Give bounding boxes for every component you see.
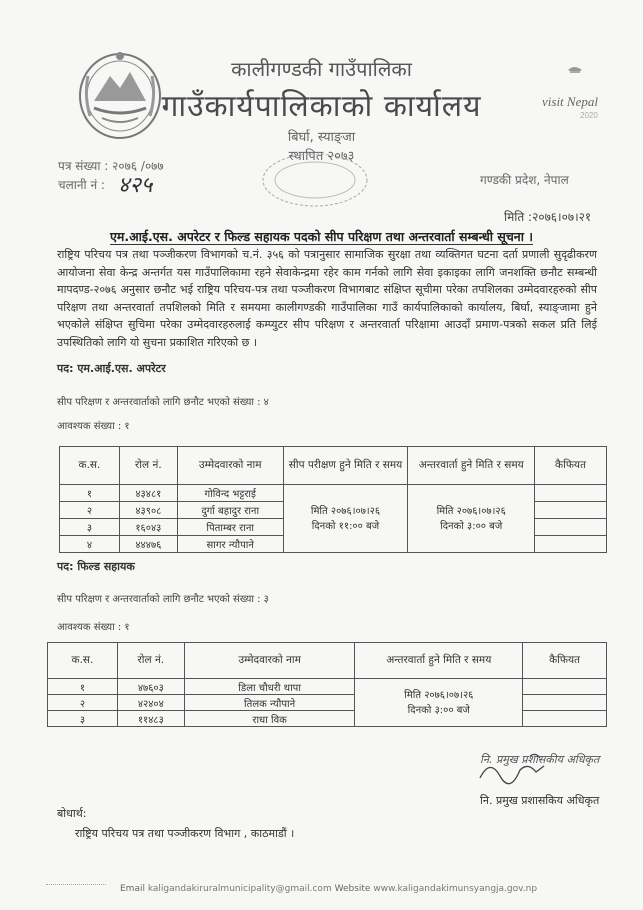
table-row [48,711,607,727]
header-name: उम्मेदवारको नाम [177,447,283,485]
interview-cell [355,679,523,727]
header-interview: अन्तरवार्ता हुने मिति र समय [408,447,535,485]
notice-body: राष्ट्रिय परिचय पत्र तथा पञ्जीकरण विभागको च.नं. ३५६ को पत्रानुसार सामाजिक सुरक्षा तथा व्यक्तिगत घटना दर्ता प्रणाली सुदृढीकरण आयोजना सेवा केन्द्र अन्तर्गत यस गाउँपालिकामा रहने सेवाकेन्द्रमा रहेर काम गर्नको लागि सेवा इकाइका लागि जनशक्ति छनौट सम्बन्धी मापदण्ड-२०७६ अनुसार छनौट भई राष्ट्रिय परिचय-पत्र तथा पञ्जीकरण विभागबाट संक्षिप्त सूचीमा परेका तपशिलका उम्मेदवारहरुको सीप परिक्षण तथा अन्तरवार्ता तपशिलको मिति र समयमा कालीगण्डकी गाउँपालिका गाउँ कार्यपालिकाको कार्यालय, बिर्घा, स्याङ्जामा हुने भएकोले संक्षिप्त सुचिमा परेका उम्मेदवारहरुलाई कम्प्युटर सीप परिक्षण र अन्तरवार्ता परिक्षामा आउदाँ प्रमाण-पत्रको सकल प्रति लिई उपस्थितिको लागि यो सुचना प्रकाशित गरिएको छ । [57,248,597,349]
interview-date: मिति २०७६।०७।२६ [436,505,506,517]
candidate-table-mis [59,446,607,553]
post2-shortlisted: सीप परिक्षण र अन्तरवार्ताको लागि छनौट भएको संख्या : ३ [57,594,269,605]
header-skill-test: सीप परीक्षण हुने मिति र समय [283,447,408,485]
post2-title: पद: फिल्ड सहायक [57,560,135,573]
header-serial: क.स. [60,447,120,485]
established-year: स्थापित २०७३ [288,149,355,164]
roll-cell: ४३४८१ [119,485,177,502]
visit-nepal-year: 2020 [580,111,598,120]
post1-required: आवश्यक संख्या : १ [57,421,130,432]
province: गण्डकी प्रदेश, नेपाल [480,173,569,187]
post1-shortlisted: सीप परिक्षण र अन्तरवार्ताको लागि छनौट भएको संख्या : ४ [57,397,269,408]
header-name: उम्मेदवारको नाम [184,643,355,679]
notice-subject [0,228,643,245]
dispatch-number-label: चलानी नं : [58,178,105,192]
post2-required: आवश्यक संख्या : १ [57,622,130,633]
cc-label: बोधार्थ: [57,807,87,820]
table-row [60,485,607,502]
dispatch-number-value: ४२५ [118,173,153,198]
officer-title: नि. प्रमुख प्रशासकिय अधिकृत [480,794,600,807]
email-label: Email [120,884,145,894]
remarks-cell [523,679,607,695]
table-row [48,679,607,695]
name-cell: राधा विक [184,711,355,727]
name-cell: दुर्गा बहादुर राना [177,502,283,519]
header-roll: रोल नं. [119,447,177,485]
interview-time: दिनको ३:०० बजे [440,520,503,532]
name-cell: गोविन्द भट्टराई [177,485,283,502]
serial-cell: ३ [60,519,120,536]
subject-text: एम.आई.एस. अपरेटर र फिल्ड सहायक पदको सीप परिक्षण तथा अन्तरवार्ता सम्बन्धी सूचना । [109,229,534,244]
interview-time: दिनको ३:०० बजे [407,704,470,716]
skill-test-date: मिति २०७६।०७।२६ [310,505,381,517]
roll-cell: ११४८३ [117,711,184,727]
cc-department: राष्ट्रिय परिचय पत्र तथा पञ्जीकरण विभाग , काठमाडौं । [75,827,295,840]
website-link[interactable]: www.kaligandakimunsyangja.gov.np [373,884,538,894]
table-row [48,695,607,711]
name-cell: डिला चौधरी थापा [184,679,355,695]
header-remarks: कैफियत [535,447,607,485]
header-interview: अन्तरवार्ता हुने मिति र समय [355,643,523,679]
footer-divider [46,884,106,893]
name-cell: सागर न्यौपाने [177,536,283,553]
office-stamp [255,150,375,210]
roll-cell: ४४४७६ [119,536,177,553]
footer-contact [120,884,537,894]
remarks-cell [535,502,607,519]
email-address[interactable]: kaligandakiruralmunicipality@gmail.com [147,884,332,894]
visit-nepal-text: visit Nepal [542,94,598,109]
letter-number: पत्र संख्या : २०७६ /०७७ [58,159,164,173]
serial-cell: १ [48,679,118,695]
candidate-table-field [47,642,607,727]
header-roll: रोल नं. [117,643,184,679]
roll-cell: ४३९०८ [119,502,177,519]
notice-date: मिति :२०७६।०७।२१ [504,210,592,224]
roll-cell: १६०४३ [119,519,177,536]
visit-nepal-logo [540,64,620,124]
header-serial: क.स. [48,643,118,679]
post1-title: पद: एम.आई.एस. अपरेटर [57,362,166,375]
interview-date: मिति २०७६।०७।२६ [404,689,474,701]
table-header-row [60,447,607,485]
remarks-cell [523,711,607,727]
name-cell: पिताम्बर राना [177,519,283,536]
interview-cell [408,485,535,553]
table-header-row [48,643,607,679]
roll-cell: ४२४०४ [117,695,184,711]
serial-cell: २ [48,695,118,711]
skill-test-time: दिनको ११:०० बजे [311,520,380,532]
office-location: बिर्घा, स्याङ्जा [287,130,356,145]
serial-cell: २ [60,502,120,519]
skill-test-cell [283,485,408,553]
municipality-name: कालीगण्डकी गाउँपालिका [231,57,412,81]
remarks-cell [535,519,607,536]
remarks-cell [535,536,607,553]
serial-cell: ४ [60,536,120,553]
name-cell: तिलक न्यौपाने [184,695,355,711]
header-remarks: कैफियत [523,643,607,679]
office-title: गाउँकार्यपालिकाको कार्यालय [161,89,482,124]
remarks-cell [535,485,607,502]
website-label: Website [334,884,371,894]
serial-cell: ३ [48,711,118,727]
remarks-cell [523,695,607,711]
signature-stamp-text: नि. प्रमुख प्रशासकीय अधिकृत [480,753,600,766]
serial-cell: १ [60,485,120,502]
roll-cell: ४७६०३ [117,679,184,695]
